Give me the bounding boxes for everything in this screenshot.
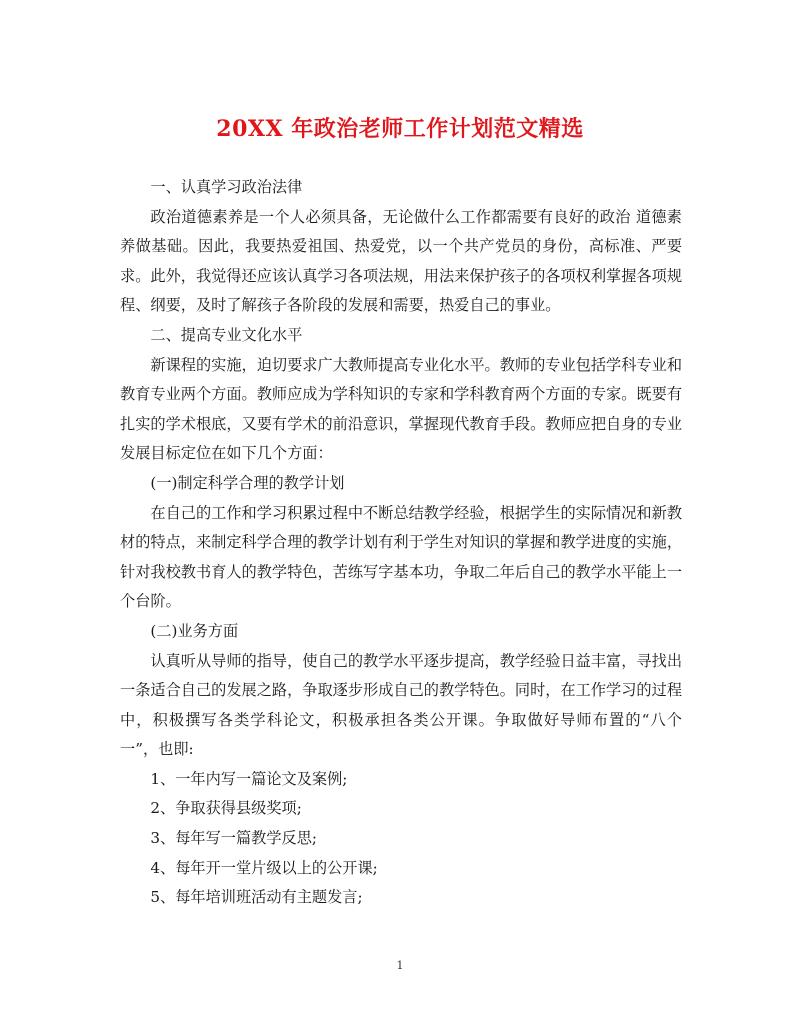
list-item: 5、每年培训班活动有主题发言; bbox=[150, 888, 363, 907]
paragraph-4: 认真听从导师的指导，使自己的教学水平逐步提高，教学经验日益丰富，寻找出一条适合自己的发展之路，争取逐步形成自己的教学特色。同时，在工作学习的过程中，积极撰写各类学科论文，积极承担各类公开课。争取做好导师布置的“八个一”，也即: bbox=[120, 651, 682, 759]
section-heading-1: 一、认真学习政治法律 bbox=[150, 178, 303, 196]
list-item: 4、每年开一堂片级以上的公开课; bbox=[150, 858, 378, 877]
page-number: 1 bbox=[396, 959, 404, 972]
subsection-heading-1: (一)制定科学合理的教学计划 bbox=[150, 473, 345, 492]
list-item: 3、每年写一篇教学反思; bbox=[150, 829, 318, 848]
subsection-heading-2: (二)业务方面 bbox=[150, 621, 239, 640]
section-heading-2: 二、提高专业文化水平 bbox=[150, 325, 303, 344]
paragraph-2: 新课程的实施，迫切要求广大教师提高专业化水平。教师的专业包括学科专业和教育专业两个方面。教师应成为学科知识的专家和学科教育两个方面的专家。既要有扎实的学术根底，又要有学术的前沿意识，掌握现代教育手段。教师应把自身的专业发展目标定位在如下几个方面： bbox=[120, 355, 682, 463]
list-item: 2、争取获得县级奖项; bbox=[150, 799, 302, 818]
list-item: 1、一年内写一篇论文及案例; bbox=[150, 769, 348, 788]
paragraph-3: 在自己的工作和学习积累过程中不断总结教学经验，根据学生的实际情况和新教材的特点，来制定科学合理的教学计划有利于学生对知识的掌握和教学进度的实施，针对我校教书育人的教学特色，苦练写字基本功，争取二年后自己的教学水平能上一个台阶。 bbox=[120, 503, 682, 611]
paragraph-1: 政治道德素养是一个人必须具备，无论做什么工作都需要有良好的政治 道德素养做基础。因此，我要热爱祖国、热爱党，以一个共产党员的身份，高标准、严要求。此外，我觉得还应该认真学习各项法规，用法来保护孩子的各项权利掌握各项规程、纲要，及时了解孩子各阶段的发展和需要，热爱自己的事业。 bbox=[120, 207, 682, 315]
document-title: 20XX 年政治老师工作计划范文精选 bbox=[216, 116, 584, 142]
document-body bbox=[120, 173, 682, 913]
